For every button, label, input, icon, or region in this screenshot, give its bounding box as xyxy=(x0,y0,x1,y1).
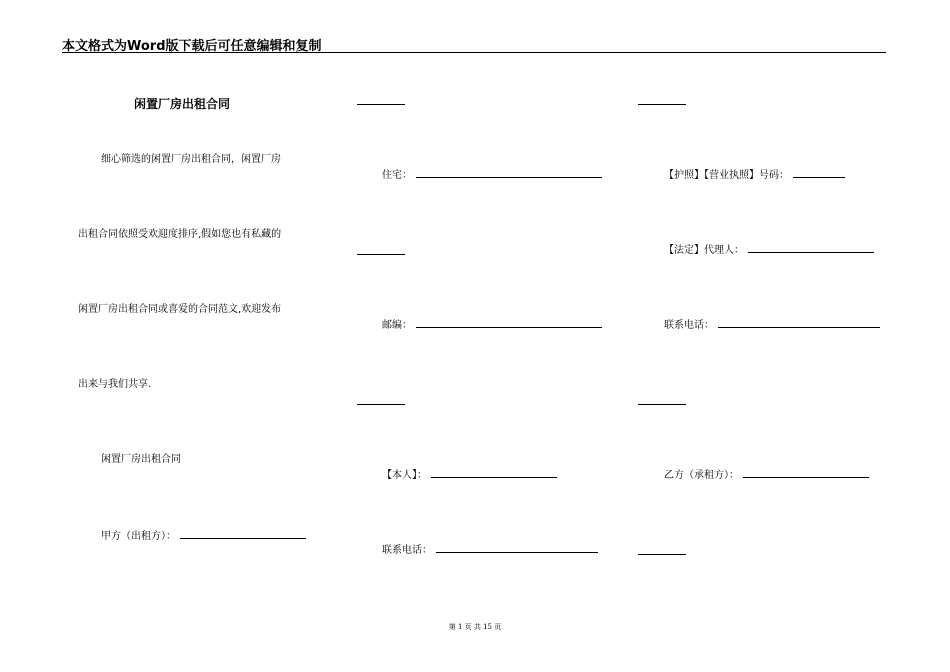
phone-right-label: 联系电话： xyxy=(664,320,714,331)
phone-mid-blank xyxy=(436,543,598,553)
section-subtitle: 闲置厂房出租合同 xyxy=(101,454,181,465)
blank-line xyxy=(638,104,686,105)
header-notice: 本文格式为Word版下载后可任意编辑和复制 xyxy=(62,39,322,54)
intro-line-1: 细心筛选的闲置厂房出租合同，闲置厂房 xyxy=(101,154,281,165)
party-b-field xyxy=(664,468,869,482)
blank-line xyxy=(357,254,405,255)
postcode-field xyxy=(382,318,602,332)
blank-line xyxy=(638,554,686,555)
passport-label: 【护照】【营业执照】号码： xyxy=(664,170,789,181)
intro-line-2: 出租合同依照受欢迎度排序,假如您也有私藏的 xyxy=(78,229,282,240)
party-a-blank xyxy=(180,529,306,539)
postcode-blank xyxy=(416,318,602,328)
blank-line xyxy=(638,404,686,405)
residence-label: 住宅： xyxy=(382,170,412,181)
self-label: 【本人】： xyxy=(382,470,427,481)
phone-right-field xyxy=(664,318,880,332)
residence-blank xyxy=(416,168,602,178)
residence-field xyxy=(382,168,602,182)
phone-right-blank xyxy=(718,318,880,328)
agent-field xyxy=(664,243,874,257)
document-header xyxy=(62,34,886,53)
party-a-label: 甲方（出租方）： xyxy=(101,531,176,542)
phone-mid-field xyxy=(382,543,598,557)
agent-blank xyxy=(748,243,874,253)
phone-mid-label: 联系电话： xyxy=(382,545,432,556)
passport-field xyxy=(664,168,845,182)
intro-line-4: 出来与我们共享. xyxy=(78,379,152,390)
intro-line-3: 闲置厂房出租合同或喜爱的合同范文,欢迎发布 xyxy=(78,304,282,315)
passport-blank xyxy=(793,168,845,178)
postcode-label: 邮编： xyxy=(382,320,412,331)
party-b-label: 乙方（承租方）： xyxy=(664,470,739,481)
blank-line xyxy=(357,404,405,405)
document-title: 闲置厂房出租合同 xyxy=(134,97,231,111)
self-field xyxy=(382,468,557,482)
party-b-blank xyxy=(743,468,869,478)
blank-line xyxy=(357,104,405,105)
page-number: 第 1 页 共 15 页 xyxy=(448,623,502,631)
self-blank xyxy=(431,468,557,478)
party-a-field xyxy=(101,529,306,543)
agent-label: 【法定】代理人： xyxy=(664,245,744,256)
